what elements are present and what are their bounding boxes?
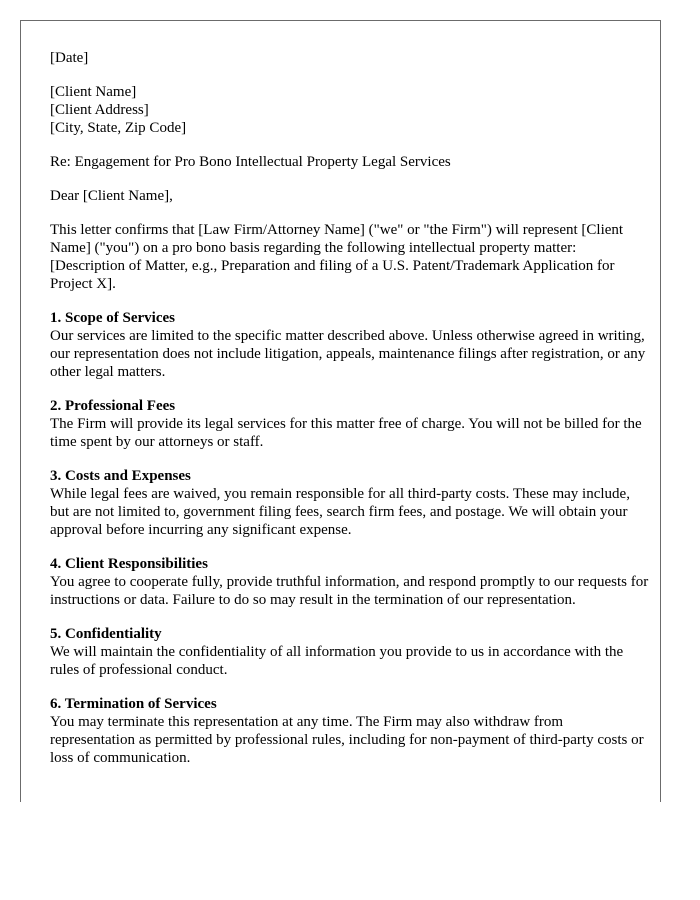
letter-page	[20, 20, 661, 802]
recipient-block	[50, 83, 650, 137]
letter-salutation: Dear [Client Name],	[50, 188, 173, 204]
section-client-responsibilities	[50, 555, 650, 609]
section-body: You may terminate this representation at any time. The Firm may also withdraw from representation as permitted by professional rules, including for non-payment of third-party costs or loss of communication.	[50, 714, 644, 766]
section-body: While legal fees are waived, you remain responsible for all third-party costs. These may include, but are not limited to, government filing fees, search firm fees, and postage. We will obtain your approval before incurring any significant expense.	[50, 486, 630, 538]
section-costs	[50, 467, 650, 539]
recipient-address: [Client Address]	[50, 102, 149, 118]
recipient-name: [Client Name]	[50, 84, 137, 100]
section-title: 3. Costs and Expenses	[50, 468, 191, 484]
section-termination	[50, 695, 650, 767]
section-body: The Firm will provide its legal services for this matter free of charge. You will not be billed for the time spent by our attorneys or staff.	[50, 416, 642, 450]
letter-subject: Re: Engagement for Pro Bono Intellectual Property Legal Services	[50, 154, 451, 170]
section-body: We will maintain the confidentiality of all information you provide to us in accordance with the rules of professional conduct.	[50, 644, 624, 678]
section-scope	[50, 309, 650, 381]
section-body: You agree to cooperate fully, provide truthful information, and respond promptly to our requests for instructions or data. Failure to do so may result in the termination of our representation.	[50, 574, 649, 608]
recipient-city-state-zip: [City, State, Zip Code]	[50, 120, 187, 136]
section-title: 4. Client Responsibilities	[50, 556, 208, 572]
section-title: 2. Professional Fees	[50, 398, 176, 414]
section-fees	[50, 397, 650, 451]
letter-content	[50, 49, 650, 767]
letter-intro: This letter confirms that [Law Firm/Attorney Name] ("we" or "the Firm") will represent [Client Name] ("you") on a pro bono basis regarding the following intellectual property matter: [Description of Matter, e.g., Preparation and filing of a U.S. Patent/Trademark Application for Project X].	[50, 222, 624, 292]
section-title: 5. Confidentiality	[50, 626, 162, 642]
section-title: 6. Termination of Services	[50, 696, 217, 712]
section-title: 1. Scope of Services	[50, 310, 175, 326]
section-confidentiality	[50, 625, 650, 679]
letter-date: [Date]	[50, 50, 89, 66]
section-body: Our services are limited to the specific matter described above. Unless otherwise agreed in writing, our representation does not include litigation, appeals, maintenance filings after registration, or any other legal matters.	[50, 328, 646, 380]
